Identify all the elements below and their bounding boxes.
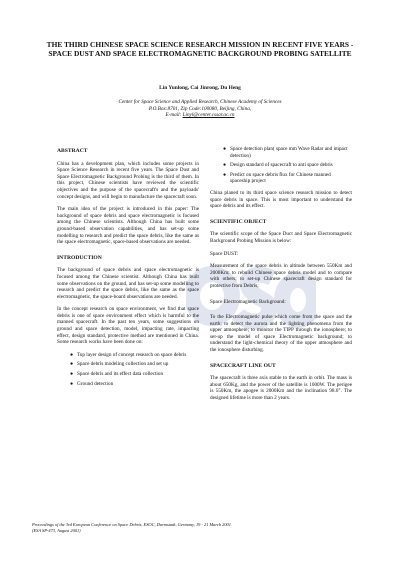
abstract-heading: ABSTRACT xyxy=(57,148,88,154)
bullet-dot-icon: ● xyxy=(70,361,74,368)
right-column xyxy=(210,146,352,408)
bullet-item xyxy=(65,381,199,388)
detection-bullet-list xyxy=(218,146,352,185)
bullet-dot-icon: ● xyxy=(223,171,227,178)
left-column xyxy=(57,148,199,392)
abstract-paragraph-1: China has a development plan, which includes some projects in Space Science Research in recent five years. The Space Dust and Space Electromagnetic Background Probing is the third of them. In this project, Chinese scientists have reviewed the scientific objectives and the purpose of the spacecraft's and the payloads' concept designs, and will begin to manufacture the spacecraft soon. xyxy=(57,160,199,200)
bullet-text: Ground detection xyxy=(77,380,114,387)
authors: Lin Yunlong, Cai Jinrong, Du Heng xyxy=(159,85,241,91)
bullet-item xyxy=(65,352,199,359)
bullet-text: Space detection plan( space mm Wave Radar and impact detection) xyxy=(230,146,348,159)
spacecraft-paragraph: The spacecraft is three axis stable to the earth in orbit. The mass is about 650Kg, and the power of the satellite is 1000W. The perigee is 550Km, the apogee is 2000Km and the inclination 98.6°. The designed lifetime is more than 2 years. xyxy=(210,375,352,402)
spacecraft-line-out-heading: SPACECRAFT LINE OUT xyxy=(210,362,276,369)
abstract-paragraph-2: The main idea of the project is introduced in this paper: The background of space debris and space electromagnetic is focused among the Chinese scientists. Although China has built some ground-based observation capabilities, and has set-up some modelling to research and predict the space debris, like the same as the space electromagnetic, space-based observations are needed. xyxy=(57,206,199,246)
introduction-paragraph-2: In the concept research on space environment, we find that space debris is one of space environment effect which is harmful to the manned spacecraft. In the past ten years, some suggestions on ground and space detection, model, impacting rate, impacting effect, design standard, protective method are mentioned in China. Some research works have been done on: xyxy=(57,306,199,346)
affiliation-line-2: P.O.Box:8701, Zip Code:100080, Beijing, China, xyxy=(148,105,252,112)
bullet-text: Space debris modeling collection and set up xyxy=(77,361,169,368)
mission-paragraph: China planed to its third space science research mission to detect space debris in space. This is most important to understand the space debris and its effect. xyxy=(210,189,352,210)
bullet-dot-icon: ● xyxy=(70,351,74,358)
bullet-text: Top layer design of concept research on space debris xyxy=(77,351,187,358)
bullet-dot-icon: ● xyxy=(223,146,227,152)
bullet-item xyxy=(65,371,199,378)
bullet-item xyxy=(218,146,352,159)
bullet-text: Design standard of spacecraft to anti space debris xyxy=(230,162,333,169)
bullet-dot-icon: ● xyxy=(70,371,74,378)
affiliation-line-1: Center for Space Science and Applied Research, Chinese Academy of Sciences xyxy=(118,99,282,105)
scientific-object-heading: SCIENTIFIC OBJECT xyxy=(210,218,267,225)
introduction-heading: INTRODUCTION xyxy=(57,254,102,261)
email-link[interactable]: Linyl@center.cssar.ac.cn xyxy=(182,112,235,119)
email-label: E-mail: xyxy=(165,112,182,119)
electromagnetic-paragraph: To the Electromagnetic pulse which come from the space and the earth; to detect the aurora and the lighting phenomena from the upper atmosphere; to monitor the TIPP through the ionosphere; to set-up the model of space Electromagnetic background; to understand the light-chemical theory of the upper atmosphere and the ionosphere disturbing. xyxy=(210,314,352,354)
bullet-text: Space debris and its effect data collection xyxy=(77,371,164,378)
space-dust-label: Space DUST: xyxy=(210,250,239,257)
email-line xyxy=(60,112,340,119)
bullet-item xyxy=(218,172,352,185)
bullet-item xyxy=(65,361,199,368)
bullet-dot-icon: ● xyxy=(223,162,227,169)
paper-title: THE THIRD CHINESE SPACE SCIENCE RESEARCH MISSION IN RECENT FIVE YEARS - SPACE DUST AND SPACE ELECTROMAGNETIC BACKGROUND PROBING SATELLITE xyxy=(46,40,354,59)
footer-line-1: Proceedings of the 3rd European Conference on Space Debris, ESOC, Darmstadt, Germany, 19 - 21 March 2001 xyxy=(32,522,231,527)
bullet-item xyxy=(218,162,352,169)
bullet-dot-icon: ● xyxy=(70,380,74,387)
bullet-text: Predict on space debris flux for Chinese manned spaceship project xyxy=(230,171,331,185)
scientific-scope-paragraph: The scientific scope of the Space Duct and Space Electromagnetic Background Probing Mission is below: xyxy=(210,231,352,244)
space-dust-paragraph: Measurement of the space debris in altitude between 550Km and 2000Km; to rebuild Chinese space debris model and to compare with others; to set-up Chinese spacecraft design standard for protective from Debris; xyxy=(210,263,352,289)
footer-line-2: (ESA SP-473, August 2001) xyxy=(32,528,81,534)
introduction-paragraph-1: The background of space debris and space electromagnetic is focused among the Chinese scientist. Although China has built some observations on the ground, and has set-up some modelling to research and predict the space debris, like the same as the space electromagnetic, the space-board observations are needed. xyxy=(57,267,199,300)
research-bullet-list xyxy=(65,352,199,387)
proceedings-footer xyxy=(32,522,362,534)
electromagnetic-label: Space Electromagnetic Background: xyxy=(210,298,286,305)
affiliation xyxy=(60,99,340,119)
